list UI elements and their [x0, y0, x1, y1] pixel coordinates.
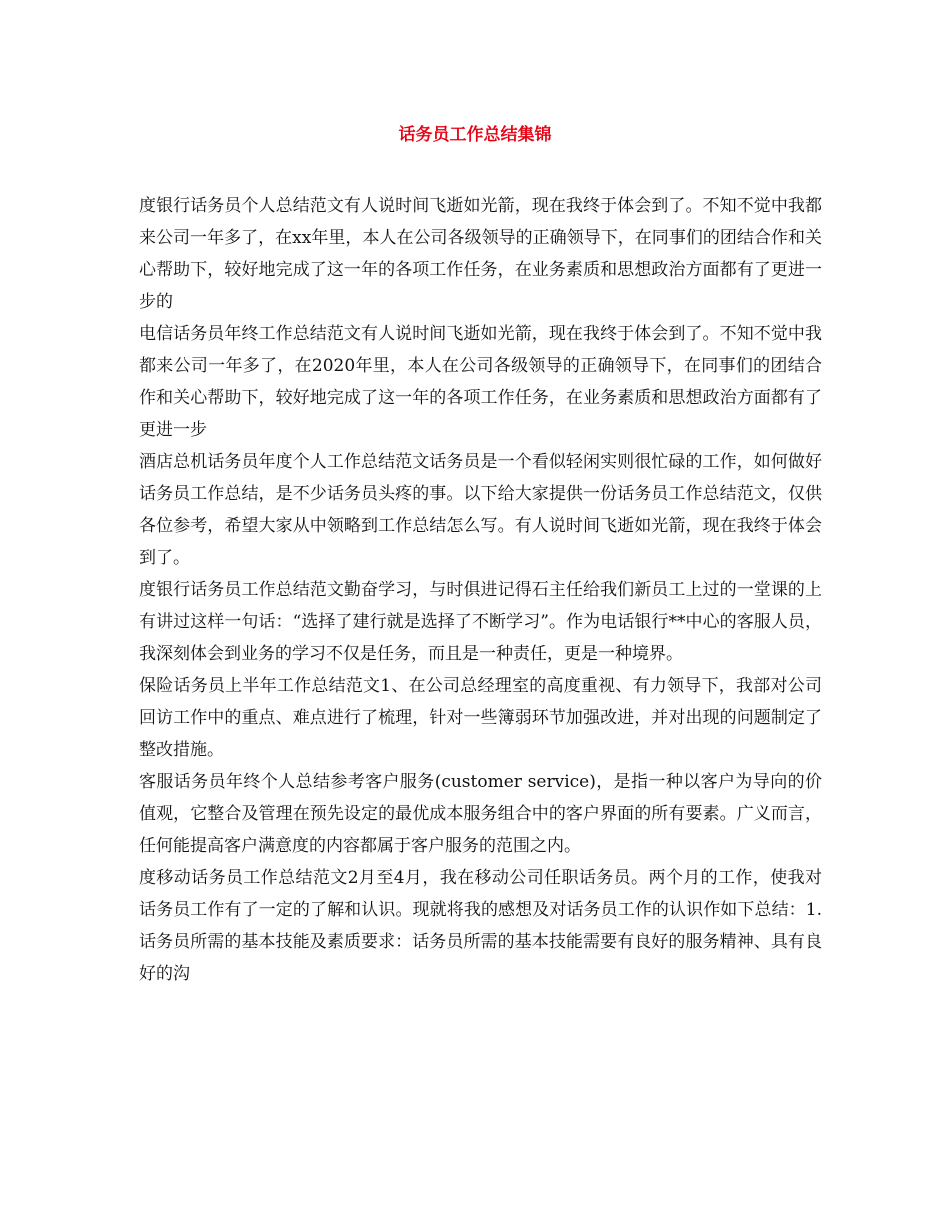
paragraph-customer-service: 客服话务员年终个人总结参考客户服务(customer service)，是指一种以客户为导向的价值观，它整合及管理在预先设定的最优成本服务组合中的客户界面的所有要素。广义而言，任何能提高客户满意度的内容都属于客户服务的范围之内。 [139, 772, 822, 856]
paragraph-hotel-summary: 酒店总机话务员年度个人工作总结范文话务员是一个看似轻闲实则很忙碌的工作，如何做好话务员工作总结，是不少话务员头疼的事。以下给大家提供一份话务员工作总结范文，仅供各位参考，希望大家从中领略到工作总结怎么写。有人说时间飞逝如光箭，现在我终于体会到了。 [139, 452, 822, 568]
paragraph-telecom-summary: 电信话务员年终工作总结范文有人说时间飞逝如光箭，现在我终于体会到了。不知不觉中我都来公司一年多了，在2020年里，本人在公司各级领导的正确领导下，在同事们的团结合作和关心帮助下，较好地完成了这一年的各项工作任务，在业务素质和思想政治方面都有了更进一步 [139, 324, 822, 440]
paragraph-bank-summary: 度银行话务员个人总结范文有人说时间飞逝如光箭，现在我终于体会到了。不知不觉中我都来公司一年多了，在xx年里，本人在公司各级领导的正确领导下，在同事们的团结合作和关心帮助下，较好地完成了这一年的各项工作任务，在业务素质和思想政治方面都有了更进一步的 [139, 196, 822, 312]
document-title: 话务员工作总结集锦 [398, 125, 552, 145]
document-body [139, 190, 822, 990]
paragraph-insurance-summary: 保险话务员上半年工作总结范文1、在公司总经理室的高度重视、有力领导下，我部对公司回访工作中的重点、难点进行了梳理，针对一些簿弱环节加强改进，并对出现的问题制定了整改措施。 [139, 676, 822, 760]
paragraph-bank-study: 度银行话务员工作总结范文勤奋学习，与时俱进记得石主任给我们新员工上过的一堂课的上有讲过这样一句话：“选择了建行就是选择了不断学习”。作为电话银行**中心的客服人员，我深刻体会到业务的学习不仅是任务，而且是一种责任，更是一种境界。 [139, 580, 822, 664]
paragraph-mobile-summary: 度移动话务员工作总结范文2月至4月，我在移动公司任职话务员。两个月的工作，使我对话务员工作有了一定的了解和认识。现就将我的感想及对话务员工作的认识作如下总结：1.话务员所需的基本技能及素质要求：话务员所需的基本技能需要有良好的服务精神、具有良好的沟 [139, 868, 822, 984]
